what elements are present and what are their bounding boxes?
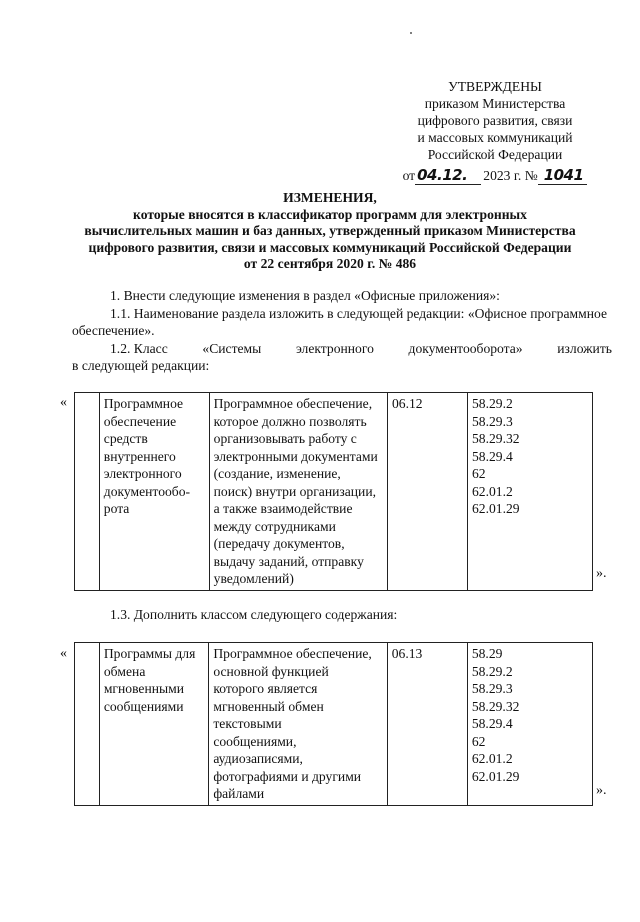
approval-line: цифрового развития, связи <box>417 113 573 128</box>
approval-line: приказом Министерства <box>424 96 566 111</box>
class-name-cell: Программы для обмена мгновенными сообщениями <box>99 643 209 806</box>
close-quote: ». <box>596 783 607 798</box>
title-line: вычислительных машин и баз данных, утвержденный приказом Министерства <box>84 223 576 238</box>
class-description-cell: Программное обеспечение, основной функцией которого является мгновенный обмен текстовыми сообщениями, аудиозаписями, фотографиями и другими файлами <box>209 643 387 806</box>
class-code-cell: 06.13 <box>387 643 467 806</box>
p12-word: 1.2. Класс <box>110 341 168 356</box>
okved-codes-cell: 58.29.2 58.29.3 58.29.32 58.29.4 62 62.01.2 62.01.29 <box>467 393 592 591</box>
paragraph-1: 1. Внести следующие изменения в раздел «Офисные приложения»: <box>110 288 500 303</box>
table-cell-empty <box>75 643 100 806</box>
p12-word: электронного <box>295 341 374 356</box>
handwritten-date: 04.12. <box>415 166 481 185</box>
close-quote: ». <box>596 566 607 581</box>
title-line: цифрового развития, связи и массовых коммуникаций Российской Федерации <box>88 239 572 255</box>
approval-line: УТВЕРЖДЕНЫ <box>448 79 542 94</box>
table-row <box>75 393 593 591</box>
classifier-table-1 <box>74 392 593 591</box>
approval-block <box>380 78 610 184</box>
class-code-cell: 06.12 <box>387 393 467 591</box>
class-description-cell: Программное обеспечение, которое должно позволять организовывать работу с электронными документами (создание, изменение, поиск) внутри организации, а также взаимодействие между сотрудниками (передачу документов, выдачу заданий, отправку уведомлений) <box>209 393 387 591</box>
order-date-line <box>380 167 610 184</box>
document-title <box>60 190 600 273</box>
paragraph-1-2 <box>72 340 612 374</box>
classifier-table-2 <box>74 642 593 806</box>
p12-word: документооборота» <box>408 341 523 356</box>
approval-line: Российской Федерации <box>427 147 563 162</box>
open-quote: « <box>60 646 67 661</box>
scan-speck <box>410 32 412 34</box>
table-row <box>75 643 593 806</box>
date-prefix: от <box>402 168 416 183</box>
p12-word: «Системы <box>202 341 262 356</box>
class-name-cell: Программное обеспечение средств внутреннего электронного документообо- рота <box>99 393 209 591</box>
handwritten-number: 1041 <box>538 166 588 185</box>
approval-line: и массовых коммуникаций <box>417 130 573 145</box>
table-cell-empty <box>75 393 100 591</box>
p12-tail: в следующей редакции: <box>72 358 210 373</box>
p12-word: изложить <box>557 341 612 356</box>
title-line: от 22 сентября 2020 г. № 486 <box>243 256 417 271</box>
open-quote: « <box>60 395 67 410</box>
paragraph-1-1: 1.1. Наименование раздела изложить в следующей редакции: «Офисное программное обеспечение». <box>72 306 607 338</box>
order-year: 2023 г. № <box>483 168 538 183</box>
paragraph-1-3: 1.3. Дополнить классом следующего содержания: <box>110 607 398 622</box>
title-heading: ИЗМЕНЕНИЯ, <box>283 190 377 205</box>
title-line: которые вносятся в классификатор программ для электронных <box>133 206 527 222</box>
okved-codes-cell: 58.29 58.29.2 58.29.3 58.29.32 58.29.4 62 62.01.2 62.01.29 <box>467 643 592 806</box>
